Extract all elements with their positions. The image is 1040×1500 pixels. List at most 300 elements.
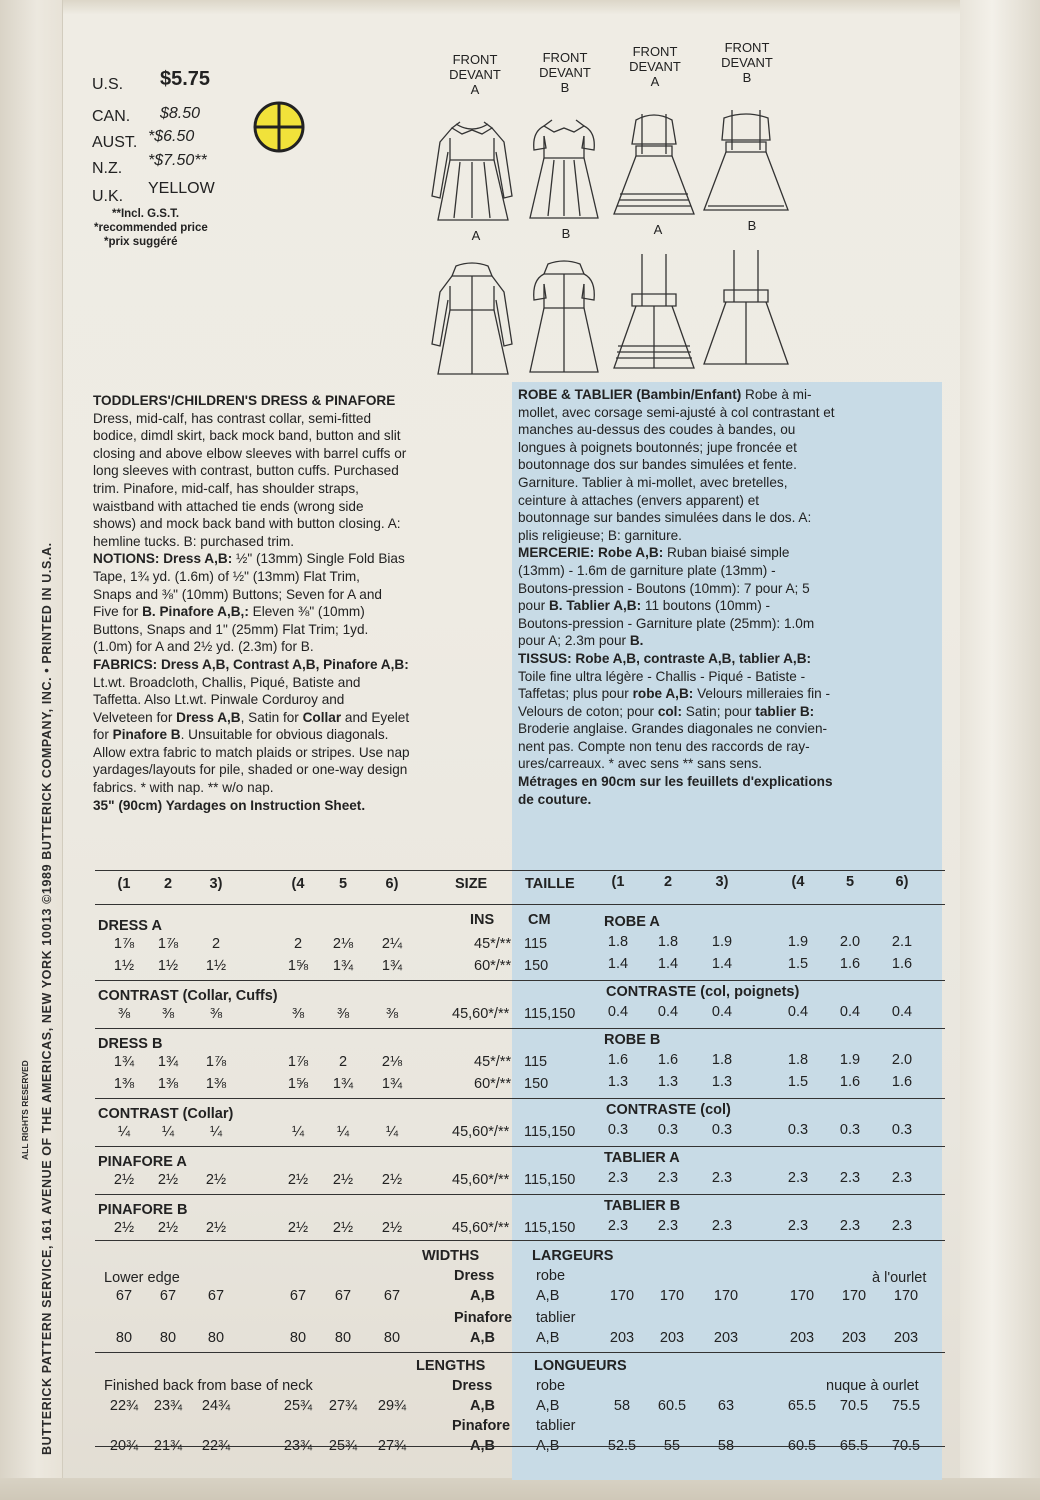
yardage-m-cell: 2.3 <box>839 1170 861 1186</box>
pinafore-b-back-drawing <box>704 250 788 364</box>
figure-label-front-b: FRONT DEVANT B <box>539 50 591 95</box>
english-description-line: waistband with attached tie ends (wrong side <box>93 498 364 514</box>
length-cm-cell: 58 <box>717 1438 735 1454</box>
section-title-en: CONTRAST (Collar) <box>98 1106 234 1122</box>
width-cm-fr-cell: 170 <box>841 1288 867 1304</box>
french-description-line: Boutons-pression - Boutons (10mm): 7 pour A; 5 <box>518 580 810 596</box>
lengths-subtitle: Finished back from base of neck <box>104 1378 313 1394</box>
length-cm-cell: 60.5 <box>657 1398 687 1414</box>
table-rule <box>95 1446 945 1447</box>
english-description-line: Tape, 1¾ yd. (1.6m) of ½" (13mm) Flat Trim, <box>93 568 360 584</box>
yardage-ins-cell: ¼ <box>161 1124 175 1140</box>
pinafore-a-front-drawing <box>614 114 694 214</box>
english-description-line: Dress, mid-calf, has contrast collar, semi-fitted <box>93 410 372 426</box>
figure-label-front-b: FRONT DEVANT B <box>721 40 773 85</box>
french-description-line: boutonnage sur bandes simulées dans le dos. A: <box>518 510 812 526</box>
yardage-ins-cell: 1⅜ <box>205 1076 227 1092</box>
yardage-ins-cell: 2½ <box>332 1172 354 1188</box>
french-description-line: mollet, avec corsage semi-ajusté à col contrastant et <box>518 404 835 420</box>
pinafore-b-front-drawing <box>704 110 788 210</box>
length-cm-cell: 75.5 <box>891 1398 921 1414</box>
yardage-m-cell: 0.4 <box>839 1004 861 1020</box>
garment-fr: tablier <box>536 1418 576 1434</box>
yardage-ins-cell: 1½ <box>157 958 179 974</box>
fabric-width-ins: 45*/** <box>474 1054 512 1070</box>
yardage-ins-cell: 2½ <box>113 1220 135 1236</box>
yardage-ins-cell: 2⅛ <box>381 1054 403 1070</box>
english-description-line: Snaps and ⅜" (10mm) Buttons; Seven for A and <box>93 586 382 602</box>
taille-label: TAILLE <box>525 876 575 892</box>
table-rule <box>95 980 945 981</box>
yardage-m-cell: 1.9 <box>711 934 733 950</box>
lengths-title: LENGTHS <box>416 1358 486 1374</box>
taille-header-cell: 5 <box>845 874 855 890</box>
yardage-ins-cell: 2½ <box>157 1220 179 1236</box>
french-description-line: ROBE & TABLIER (Bambin/Enfant) Robe à mi- <box>518 387 812 402</box>
yardage-m-cell: 1.6 <box>607 1052 629 1068</box>
yardage-ins-cell: 2 <box>211 936 221 952</box>
width-cm-cell: 80 <box>159 1330 177 1346</box>
yardage-ins-cell: ⅜ <box>117 1006 131 1022</box>
width-cm-fr-cell: 203 <box>609 1330 635 1346</box>
width-cm-cell: 80 <box>207 1330 225 1346</box>
yardage-ins-cell: 2¼ <box>381 936 403 952</box>
width-cm-fr-cell: 170 <box>893 1288 919 1304</box>
length-cm-cell: 70.5 <box>891 1438 921 1454</box>
section-title-fr: ROBE A <box>604 914 660 930</box>
english-description-line: NOTIONS: Dress A,B: ½" (13mm) Single Fold Bias <box>93 551 405 567</box>
yardage-ins-cell: ¼ <box>117 1124 131 1140</box>
yardage-ins-cell: ⅜ <box>291 1006 305 1022</box>
fabric-width-cm: 115 <box>524 1054 548 1070</box>
yardage-ins-cell: 2⅛ <box>332 936 354 952</box>
figure-label-back-b: B <box>561 226 571 241</box>
yardage-ins-cell: 2 <box>338 1054 348 1070</box>
french-description-line: pour A; 2.3m pour B. <box>518 633 644 649</box>
yardage-ins-cell: 1½ <box>205 958 227 974</box>
length-ins-cell: 23¾ <box>153 1398 183 1414</box>
yardage-ins-cell: 1⅞ <box>113 936 135 952</box>
yardage-ins-cell: ¼ <box>385 1124 399 1140</box>
view-en: A,B <box>470 1330 495 1346</box>
table-rule <box>95 1352 945 1353</box>
figure-label-back-a: A <box>471 228 481 243</box>
yardage-m-cell: 2.3 <box>657 1170 679 1186</box>
figure-label-back-a: A <box>653 222 663 237</box>
length-ins-cell: 22¾ <box>201 1438 231 1454</box>
english-description-line: hemline tucks. B: purchased trim. <box>93 533 294 549</box>
length-ins-cell: 24¾ <box>201 1398 231 1414</box>
yardage-ins-cell: ¼ <box>209 1124 223 1140</box>
taille-header-cell: 3) <box>715 874 729 890</box>
width-cm-cell: 67 <box>383 1288 401 1304</box>
width-cm-fr-cell: 203 <box>659 1330 685 1346</box>
yardage-m-cell: 0.4 <box>657 1004 679 1020</box>
price-note: *prix suggéré <box>104 236 178 248</box>
longueurs-title: LONGUEURS <box>534 1358 627 1374</box>
pinafore-a-back-drawing <box>614 254 694 368</box>
width-cm-cell: 80 <box>115 1330 133 1346</box>
yardage-ins-cell: 1¾ <box>332 958 354 974</box>
length-cm-cell: 70.5 <box>839 1398 869 1414</box>
yardage-ins-cell: 1¾ <box>157 1054 179 1070</box>
yardage-m-cell: 1.8 <box>607 934 629 950</box>
yardage-m-cell: 0.4 <box>711 1004 733 1020</box>
french-description-line: Velours de coton; pour col: Satin; pour tablier B: <box>518 703 815 719</box>
fabric-width-ins: 60*/** <box>474 1076 512 1092</box>
envelope-right-fold <box>960 0 1040 1500</box>
width-cm-cell: 67 <box>159 1288 177 1304</box>
english-description-line: closing and above elbow sleeves with barrel cuffs or <box>93 445 407 461</box>
section-title-en: PINAFORE B <box>98 1202 188 1218</box>
view-fr: A,B <box>536 1330 560 1346</box>
english-description-line: Allow extra fabric to match plaids or stripes. Use nap <box>93 744 410 760</box>
english-description-line: for Pinafore B. Unsuitable for obvious diagonals. <box>93 727 389 743</box>
yardage-ins-cell: 1¾ <box>381 958 403 974</box>
french-description-line: manches au-dessus des coudes à bandes, ou <box>518 422 796 438</box>
fabric-width-ins: 60*/** <box>474 958 512 974</box>
dress-a-front-drawing <box>432 122 512 220</box>
french-description-line: Taffetas; plus pour robe A,B: Velours milleraies fin - <box>518 686 831 702</box>
french-description-line: Broderie anglaise. Grandes diagonales ne convien- <box>518 721 828 737</box>
yardage-ins-cell: 1⅝ <box>287 1076 309 1092</box>
yardage-m-cell: 1.6 <box>657 1052 679 1068</box>
length-cm-cell: 65.5 <box>787 1398 817 1414</box>
garment-fr: tablier <box>536 1310 576 1326</box>
price-country: CAN. <box>92 108 131 125</box>
width-cm-fr-cell: 203 <box>893 1330 919 1346</box>
section-title-fr: CONTRASTE (col) <box>606 1102 731 1118</box>
yardage-m-cell: 2.3 <box>891 1218 913 1234</box>
fabric-width-ins: 45,60*/** <box>452 1006 510 1022</box>
yardage-ins-cell: 1⅜ <box>157 1076 179 1092</box>
price-country: AUST. <box>92 134 138 151</box>
figure-label-front-a: FRONT DEVANT A <box>629 44 681 89</box>
english-description-line: Lt.wt. Broadcloth, Challis, Piqué, Batiste and <box>93 674 361 690</box>
rights-reserved-text: ALL RIGHTS RESERVED <box>20 1060 30 1160</box>
yardage-ins-cell: 2 <box>293 936 303 952</box>
yardage-m-cell: 2.3 <box>657 1218 679 1234</box>
fabric-width-cm: 115,150 <box>524 1006 576 1022</box>
length-ins-cell: 27¾ <box>328 1398 358 1414</box>
french-description-line: Garniture. Tablier à mi-mollet, avec bretelles, <box>518 474 788 490</box>
price-country: U.S. <box>92 76 124 93</box>
unit-ins: INS <box>470 912 495 928</box>
size-header-cell: (4 <box>291 876 305 892</box>
yardage-ins-cell: 2½ <box>287 1172 309 1188</box>
yardage-ins-cell: 2½ <box>381 1172 403 1188</box>
unit-cm: CM <box>528 912 551 928</box>
table-rule <box>95 1146 945 1147</box>
yardage-ins-cell: 2½ <box>381 1220 403 1236</box>
section-title-en: CONTRAST (Collar, Cuffs) <box>98 988 278 1004</box>
yardage-ins-cell: 2½ <box>157 1172 179 1188</box>
yardage-m-cell: 2.3 <box>891 1170 913 1186</box>
yardage-m-cell: 2.3 <box>607 1218 629 1234</box>
english-description-line: Five for B. Pinafore A,B,: Eleven ⅜" (10mm) <box>93 604 365 620</box>
yardage-m-cell: 2.3 <box>839 1218 861 1234</box>
yardage-m-cell: 1.8 <box>657 934 679 950</box>
figure-label-back-b: B <box>747 218 757 233</box>
section-title-en: DRESS A <box>98 918 162 934</box>
garment-fr: robe <box>536 1378 566 1394</box>
fabric-width-cm: 150 <box>524 958 549 974</box>
yardage-m-cell: 0.4 <box>891 1004 913 1020</box>
english-description-line: 35" (90cm) Yardages on Instruction Sheet. <box>93 797 366 813</box>
english-description-line: Buttons, Snaps and 1" (25mm) Flat Trim; 1yd. <box>93 621 369 637</box>
price-note: **Incl. G.S.T. <box>112 208 180 220</box>
table-rule <box>95 1194 945 1195</box>
english-description-line: bodice, dimdl skirt, back mock band, button and slit <box>93 428 401 444</box>
garment-en: Pinafore <box>452 1418 511 1434</box>
yardage-ins-cell: ¼ <box>336 1124 350 1140</box>
width-cm-fr-cell: 203 <box>713 1330 739 1346</box>
price-country: U.K. <box>92 188 124 205</box>
english-description-line: FABRICS: Dress A,B, Contrast A,B, Pinafore A,B: <box>93 656 409 672</box>
dress-b-back-drawing <box>530 261 598 372</box>
length-ins-cell: 20¾ <box>109 1438 139 1454</box>
english-description-line: shows) and mock back band with button closing. A: <box>93 516 401 532</box>
dress-a-back-drawing <box>432 263 512 374</box>
table-rule <box>95 904 945 905</box>
yardage-m-cell: 1.3 <box>657 1074 679 1090</box>
french-description-line: ures/carreaux. * avec sens ** sans sens. <box>518 756 763 772</box>
garment-illustrations <box>420 90 800 390</box>
french-description-line: plis religieuse; B: garniture. <box>518 527 682 543</box>
yardage-m-cell: 2.0 <box>839 934 861 950</box>
yardage-m-cell: 0.4 <box>787 1004 809 1020</box>
garment-fr: robe <box>536 1268 566 1284</box>
view-fr: A,B <box>536 1398 560 1414</box>
view-en: A,B <box>470 1288 495 1304</box>
size-header-cell: (1 <box>117 876 131 892</box>
yardage-m-cell: 0.3 <box>711 1122 733 1138</box>
french-description-line: Toile fine ultra légère - Challis - Piqué - Batiste - <box>518 668 806 684</box>
section-title-fr: CONTRASTE (col, poignets) <box>606 984 800 1000</box>
yardage-m-cell: 1.6 <box>891 956 913 972</box>
fabric-width-ins: 45,60*/** <box>452 1124 510 1140</box>
yardage-m-cell: 2.1 <box>891 934 913 950</box>
french-description-line: Métrages en 90cm sur les feuillets d'explications <box>518 774 833 790</box>
yardage-m-cell: 2.3 <box>711 1170 733 1186</box>
length-cm-cell: 52.5 <box>607 1438 637 1454</box>
size-header-cell: 2 <box>163 876 173 892</box>
yardage-ins-cell: ⅜ <box>385 1006 399 1022</box>
section-title-fr: TABLIER B <box>604 1198 681 1214</box>
length-ins-cell: 22¾ <box>109 1398 139 1414</box>
size-header-cell: 5 <box>338 876 348 892</box>
yardage-ins-cell: 2½ <box>287 1220 309 1236</box>
publisher-spine-text: BUTTERICK PATTERN SERVICE, 161 AVENUE OF THE AMERICAS, NEW YORK 10013 ©1989 BUTTERICK COMPANY, INC. • PRINTED IN U.S.A. <box>40 542 54 1455</box>
yardage-m-cell: 2.3 <box>787 1218 809 1234</box>
width-cm-fr-cell: 203 <box>789 1330 815 1346</box>
figure-label-front-a: FRONT DEVANT A <box>449 52 501 97</box>
yardage-ins-cell: 1⅝ <box>287 958 309 974</box>
width-cm-cell: 67 <box>334 1288 352 1304</box>
length-cm-cell: 60.5 <box>787 1438 817 1454</box>
dress-b-front-drawing <box>530 120 598 218</box>
size-label: SIZE <box>455 876 488 892</box>
yardage-m-cell: 1.6 <box>839 956 861 972</box>
yardage-ins-cell: ¼ <box>291 1124 305 1140</box>
width-cm-fr-cell: 170 <box>659 1288 685 1304</box>
largeurs-title: LARGEURS <box>532 1248 614 1264</box>
yardage-m-cell: 0.3 <box>607 1122 629 1138</box>
yardage-m-cell: 0.3 <box>787 1122 809 1138</box>
taille-header-cell: (4 <box>791 874 805 890</box>
french-description-line: MERCERIE: Robe A,B: Ruban biaisé simple <box>518 545 790 561</box>
width-cm-cell: 67 <box>289 1288 307 1304</box>
table-rule <box>95 1240 945 1241</box>
yardage-ins-cell: ⅜ <box>209 1006 223 1022</box>
width-cm-cell: 67 <box>207 1288 225 1304</box>
fabric-width-cm: 115 <box>524 936 548 952</box>
yardage-m-cell: 1.3 <box>711 1074 733 1090</box>
english-description-line: long sleeves with contrast, button cuffs. Purchased <box>93 463 399 479</box>
yardage-m-cell: 0.3 <box>657 1122 679 1138</box>
price-amount: $5.75 <box>160 68 211 90</box>
length-cm-cell: 55 <box>663 1438 681 1454</box>
length-cm-cell: 58 <box>613 1398 631 1414</box>
width-cm-fr-cell: 170 <box>789 1288 815 1304</box>
widths-subtitle: Lower edge <box>104 1270 180 1286</box>
price-country: N.Z. <box>92 160 123 177</box>
yardage-m-cell: 2.3 <box>787 1170 809 1186</box>
yardage-m-cell: 1.4 <box>657 956 679 972</box>
garment-en: Pinafore <box>454 1310 513 1326</box>
section-title-fr: TABLIER A <box>604 1150 680 1166</box>
size-header-cell: 6) <box>385 876 399 892</box>
yardage-m-cell: 1.6 <box>839 1074 861 1090</box>
largeurs-subtitle: à l'ourlet <box>872 1270 927 1286</box>
longueurs-subtitle: nuque à ourlet <box>826 1378 919 1394</box>
yardage-m-cell: 1.5 <box>787 956 809 972</box>
price-amount: *$6.50 <box>148 128 195 145</box>
width-cm-cell: 67 <box>115 1288 133 1304</box>
length-ins-cell: 25¾ <box>283 1398 313 1414</box>
width-cm-fr-cell: 170 <box>713 1288 739 1304</box>
view-en: A,B <box>470 1438 495 1454</box>
garment-en: Dress <box>454 1268 495 1284</box>
french-description-line: (13mm) - 1.6m de garniture plate (13mm) - <box>518 562 776 578</box>
french-description-line: nent pas. Compte non tenu des raccords de ray- <box>518 738 810 754</box>
yardage-ins-cell: 2½ <box>205 1172 227 1188</box>
french-description-line: Boutons-pression - Garniture plate (25mm): 1.0m <box>518 615 815 631</box>
view-fr: A,B <box>536 1288 560 1304</box>
width-cm-fr-cell: 203 <box>841 1330 867 1346</box>
width-cm-cell: 80 <box>334 1330 352 1346</box>
taille-header-cell: 6) <box>895 874 909 890</box>
french-description-line: TISSUS: Robe A,B, contraste A,B, tablier A,B: <box>518 650 812 666</box>
price-amount: $8.50 <box>160 105 201 122</box>
widths-title: WIDTHS <box>422 1248 480 1264</box>
length-cm-cell: 65.5 <box>839 1438 869 1454</box>
french-description-line: boutonnage dos sur bandes simulées et fente. <box>518 457 797 473</box>
french-description-line: ceinture à attaches (envers apparent) et <box>518 492 760 508</box>
yardage-ins-cell: 1¾ <box>381 1076 403 1092</box>
yardage-m-cell: 1.5 <box>787 1074 809 1090</box>
yardage-m-cell: 1.6 <box>891 1074 913 1090</box>
yardage-m-cell: 1.8 <box>787 1052 809 1068</box>
yardage-ins-cell: 1⅞ <box>157 936 179 952</box>
english-description-line: fabrics. * with nap. ** w/o nap. <box>93 780 274 796</box>
width-cm-cell: 80 <box>383 1330 401 1346</box>
french-description <box>518 386 835 808</box>
fabric-width-ins: 45*/** <box>474 936 512 952</box>
section-title-fr: ROBE B <box>604 1032 661 1048</box>
fabric-width-cm: 115,150 <box>524 1220 576 1236</box>
envelope-top-edge <box>0 0 1040 14</box>
price-amount: *$7.50** <box>148 152 207 169</box>
yardage-m-cell: 0.4 <box>607 1004 629 1020</box>
english-description-line: Velveteen for Dress A,B, Satin for Collar and Eyelet <box>93 709 410 725</box>
yardage-m-cell: 1.8 <box>711 1052 733 1068</box>
french-description-line: pour B. Tablier A,B: 11 boutons (10mm) - <box>518 598 771 614</box>
view-fr: A,B <box>536 1438 560 1454</box>
length-ins-cell: 29¾ <box>377 1398 407 1414</box>
section-title-en: PINAFORE A <box>98 1154 187 1170</box>
french-description-line: de couture. <box>518 791 592 807</box>
fabric-width-cm: 150 <box>524 1076 549 1092</box>
yardage-m-cell: 1.4 <box>711 956 733 972</box>
table-rule <box>95 1028 945 1029</box>
taille-header-cell: (1 <box>611 874 625 890</box>
table-rule <box>95 1098 945 1099</box>
length-ins-cell: 21¾ <box>153 1438 183 1454</box>
yardage-ins-cell: ⅜ <box>161 1006 175 1022</box>
butterick-yellow-logo <box>252 100 306 154</box>
english-description <box>93 392 410 814</box>
price-amount: YELLOW <box>148 180 215 197</box>
fabric-width-cm: 115,150 <box>524 1172 576 1188</box>
fabric-width-ins: 45,60*/** <box>452 1220 510 1236</box>
yardage-m-cell: 1.9 <box>839 1052 861 1068</box>
fabric-width-ins: 45,60*/** <box>452 1172 510 1188</box>
table-rule <box>95 870 945 871</box>
english-description-line: Taffetta. Also Lt.wt. Pinwale Corduroy and <box>93 692 345 708</box>
english-description-line: yardages/layouts for pile, shaded or one-way design <box>93 762 408 778</box>
yardage-ins-cell: 1⅞ <box>287 1054 309 1070</box>
yardage-ins-cell: ⅜ <box>336 1006 350 1022</box>
size-header-cell: 3) <box>209 876 223 892</box>
length-ins-cell: 23¾ <box>283 1438 313 1454</box>
width-cm-cell: 80 <box>289 1330 307 1346</box>
french-description-line: longues à poignets boutonnés; jupe froncée et <box>518 439 797 455</box>
english-description-line: trim. Pinafore, mid-calf, has shoulder straps, <box>93 480 359 496</box>
yardage-ins-cell: 1½ <box>113 958 135 974</box>
yardage-m-cell: 1.9 <box>787 934 809 950</box>
width-cm-fr-cell: 170 <box>609 1288 635 1304</box>
fabric-width-cm: 115,150 <box>524 1124 576 1140</box>
yardage-ins-cell: 2½ <box>205 1220 227 1236</box>
yardage-m-cell: 2.3 <box>711 1218 733 1234</box>
yardage-m-cell: 1.4 <box>607 956 629 972</box>
length-cm-cell: 63 <box>717 1398 735 1414</box>
yardage-ins-cell: 2½ <box>332 1220 354 1236</box>
price-note: *recommended price <box>94 222 208 234</box>
envelope-bottom-edge <box>0 1478 1040 1500</box>
length-ins-cell: 25¾ <box>328 1438 358 1454</box>
yardage-m-cell: 2.3 <box>607 1170 629 1186</box>
yardage-m-cell: 0.3 <box>839 1122 861 1138</box>
yardage-ins-cell: 1⅞ <box>205 1054 227 1070</box>
english-description-line: TODDLERS'/CHILDREN'S DRESS & PINAFORE <box>93 393 396 408</box>
garment-en: Dress <box>452 1378 493 1394</box>
section-title-en: DRESS B <box>98 1036 163 1052</box>
taille-header-cell: 2 <box>663 874 673 890</box>
view-en: A,B <box>470 1398 495 1414</box>
english-description-line: (1.0m) for A and 2½ yd. (2.3m) for B. <box>93 639 314 655</box>
